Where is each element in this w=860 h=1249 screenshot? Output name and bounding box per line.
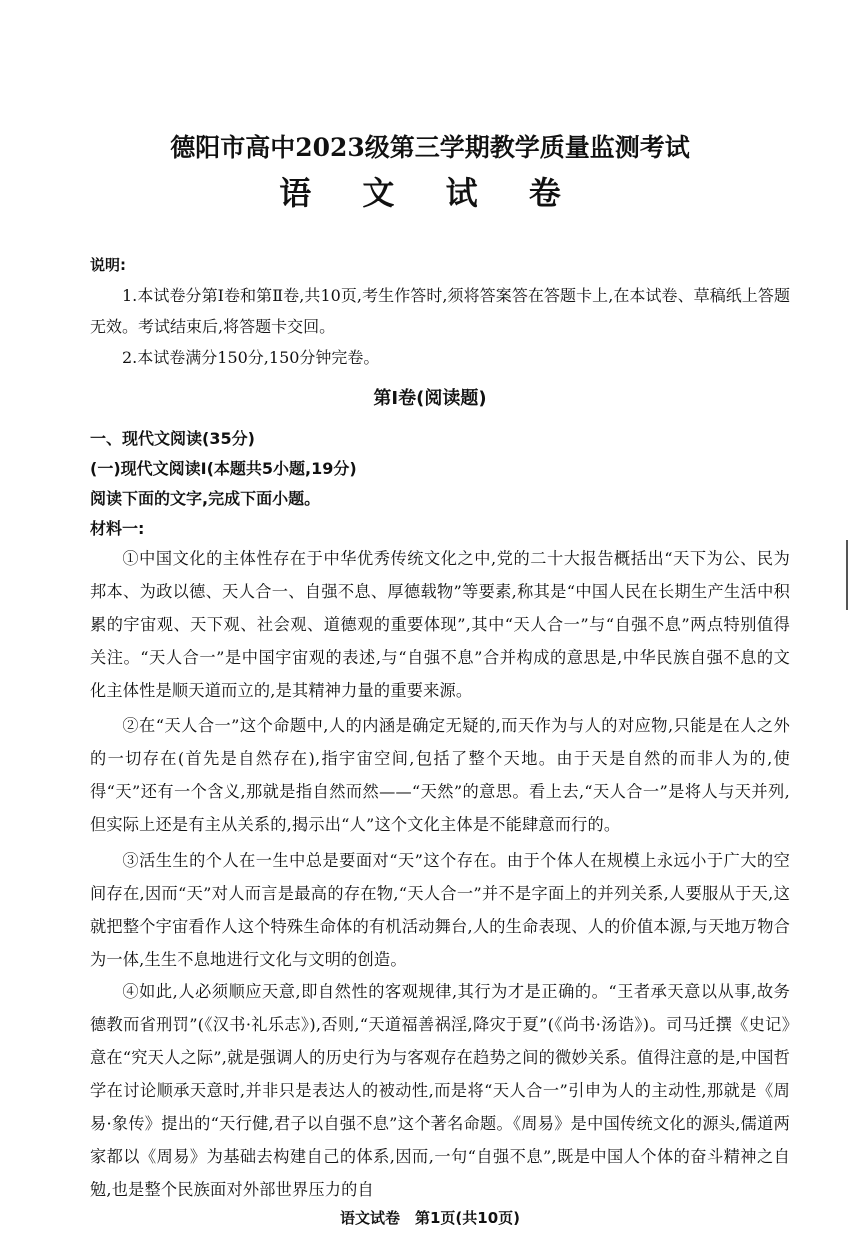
paragraph-3: ③活生生的个人在一生中总是要面对“天”这个存在。由于个体人在规模上永远小于广大的空间存在,因而“天”对人而言是最高的存在物,“天人合一”并不是字面上的并列关系,人要服从于天,这就把整个宇宙看作人这个特殊生命体的有机活动舞台,人的生命表现、人的价值本源,与天地万物合为一体,生生不息地进行文化与文明的创造。: [90, 851, 790, 969]
volume-title: 第Ⅰ卷(阅读题): [373, 388, 487, 409]
paragraph-4: ④如此,人必须顺应天意,即自然性的客观规律,其行为才是正确的。“王者承天意以从事,故务德教而省刑罚”(《汉书·礼乐志》),否则,“天道福善祸淫,降灾于夏”(《尚书·汤诰》)。司马迁撰《史记》意在“究天人之际”,就是强调人的历史行为与客观存在趋势之间的微妙关系。值得注意的是,中国哲学在讨论顺承天意时,并非只是表达人的被动性,而是将“天人合一”引申为人的主动性,那就是《周易·象传》提出的“天行健,君子以自强不息”这个著名命题。《周易》是中国传统文化的源头,儒道两家都以《周易》为基础去构建自己的体系,因而,一句“自强不息”,既是中国人个体的奋斗精神之自勉,也是整个民族面对外部世界压力的自: [90, 982, 790, 1199]
notes-heading: 说明:: [90, 256, 126, 274]
material-label: 材料一:: [90, 519, 145, 538]
scan-edge-mark: [846, 540, 848, 610]
subsection-heading: (一)现代文阅读Ⅰ(本题共5小题,19分): [90, 459, 357, 478]
note-item-1: 1.本试卷分第Ⅰ卷和第Ⅱ卷,共10页,考生作答时,须将答案答在答题卡上,在本试卷、草稿纸上答题无效。考试结束后,将答题卡交回。: [90, 286, 790, 336]
paper-title: 语 文 试 卷: [279, 174, 581, 212]
exam-title: 德阳市高中2023级第三学期教学质量监测考试: [170, 133, 690, 162]
section-heading: 一、现代文阅读(35分): [90, 429, 255, 448]
note-item-2: 2.本试卷满分150分,150分钟完卷。: [122, 348, 380, 367]
reading-instruction: 阅读下面的文字,完成下面小题。: [90, 489, 321, 508]
paragraph-2: ②在“天人合一”这个命题中,人的内涵是确定无疑的,而天作为与人的对应物,只能是在人之外的一切存在(首先是自然存在),指宇宙空间,包括了整个天地。由于天是自然的而非人为的,使得“天”还有一个含义,那就是指自然而然——“天然”的意思。看上去,“天人合一”是将人与天并列,但实际上还是有主从关系的,揭示出“人”这个文化主体是不能肆意而行的。: [90, 716, 790, 834]
page-footer: 语文试卷 第1页(共10页): [339, 1209, 521, 1227]
paragraph-1: ①中国文化的主体性存在于中华优秀传统文化之中,党的二十大报告概括出“天下为公、民为邦本、为政以德、天人合一、自强不息、厚德载物”等要素,称其是“中国人民在长期生产生活中积累的宇宙观、天下观、社会观、道德观的重要体现”,其中“天人合一”与“自强不息”两点特别值得关注。“天人合一”是中国宇宙观的表述,与“自强不息”合并构成的意思是,中华民族自强不息的文化主体性是顺天道而立的,是其精神力量的重要来源。: [90, 549, 790, 700]
